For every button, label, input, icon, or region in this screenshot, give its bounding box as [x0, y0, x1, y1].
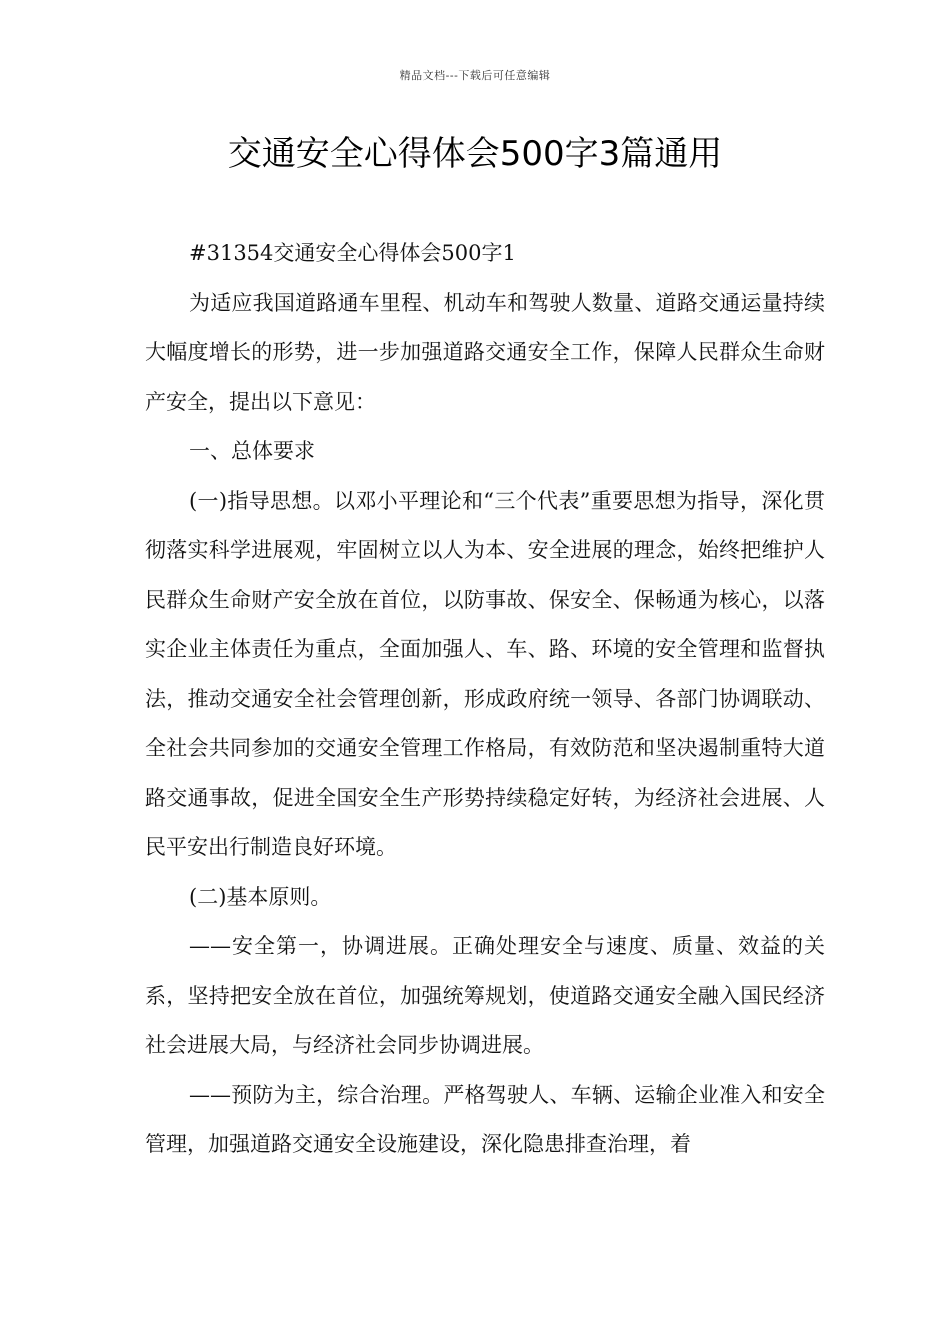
- document-body: [145, 229, 825, 1170]
- paragraph: ——预防为主，综合治理。严格驾驶人、车辆、运输企业准入和安全管理，加强道路交通安全设施建设，深化隐患排查治理，着: [145, 1082, 825, 1156]
- paragraph: 为适应我国道路通车里程、机动车和驾驶人数量、道路交通运量持续大幅度增长的形势，进一步加强道路交通安全工作，保障人民群众生命财产安全，提出以下意见：: [145, 290, 825, 414]
- subheading: (二)基本原则。: [189, 884, 332, 909]
- paragraph: (一)指导思想。以邓小平理论和“三个代表”重要思想为指导，深化贯彻落实科学进展观，牢固树立以人为本、安全进展的理念，始终把维护人民群众生命财产安全放在首位，以防事故、保安全、保畅通为核心，以落实企业主体责任为重点，全面加强人、车、路、环境的安全管理和监督执法，推动交通安全社会管理创新，形成政府统一领导、各部门协调联动、全社会共同参加的交通安全管理工作格局，有效防范和坚决遏制重特大道路交通事故，促进全国安全生产形势持续稳定好转，为经济社会进展、人民平安出行制造良好环境。: [145, 488, 825, 859]
- section-heading: #31354交通安全心得体会500字1: [189, 241, 516, 265]
- subheading: 一、总体要求: [189, 439, 315, 463]
- document-title: 交通安全心得体会500字3篇通用: [227, 134, 723, 174]
- header-note: 精品文档---下载后可任意编辑: [399, 69, 551, 82]
- paragraph: ——安全第一，协调进展。正确处理安全与速度、质量、效益的关系，坚持把安全放在首位，加强统筹规划，使道路交通安全融入国民经济社会进展大局，与经济社会同步协调进展。: [145, 934, 825, 1057]
